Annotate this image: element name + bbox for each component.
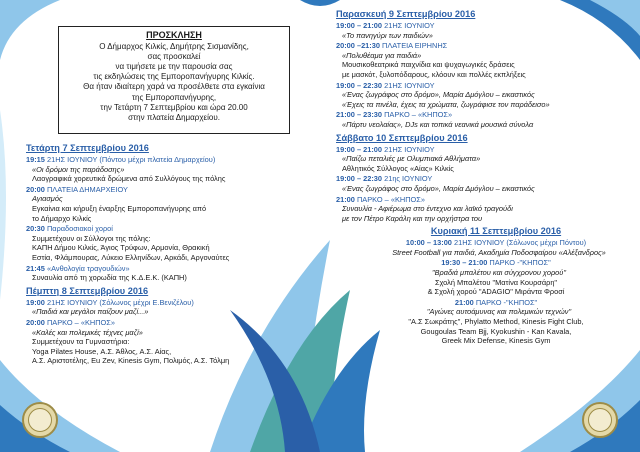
event-title: «Καλές και πολεμικές τέχνες μαζί» — [32, 327, 143, 337]
program-event — [26, 298, 316, 317]
event-time: 19:00 – 21:00 — [336, 21, 383, 30]
program-event — [366, 258, 626, 296]
event-place: 21ΗΣ ΙΟΥΝΙΟΥ — [384, 21, 435, 30]
invitation-line: να τιμήσετε με την παρουσία σας — [115, 62, 233, 72]
invitation-title: ΠΡΟΣΚΛΗΣΗ — [146, 30, 202, 40]
event-place: Παραδοσιακοί χοροί — [46, 224, 113, 234]
event-time: 21:00 — [454, 297, 474, 307]
event-title: «Το πανηγύρι των παιδιών» — [342, 30, 433, 40]
event-title: «Οι δρόμοι της παράδοσης» — [32, 164, 125, 174]
invitation-line: την Τετάρτη 7 Σεπτεμβρίου και ώρα 20.00 — [100, 102, 248, 112]
event-place: 21ΗΣ ΙΟΥΝΙΟΥ — [384, 80, 435, 90]
event-time: 19:15 — [26, 155, 45, 164]
invitation-line: Θα ήταν ιδιαίτερη χαρά να προσέλθετε στα εγκαίνια — [83, 82, 265, 92]
event-detail: Εγκαίνια και κήρυξη έναρξης Εμποροπανήγυρης από — [32, 203, 207, 213]
program-event — [336, 174, 626, 193]
event-time: 19:00 – 22:30 — [336, 80, 383, 90]
event-title: «Πολυθέαμα για παιδιά» — [342, 50, 422, 60]
event-title: Συναυλία - Αφιέρωμα στο έντεχνο και λαϊκό τραγούδι — [342, 204, 513, 214]
program-event — [336, 21, 626, 40]
event-detail: Συμμετέχουν οι Σύλλογοι της πόλης: — [32, 233, 151, 243]
municipality-seal-icon — [582, 402, 618, 438]
event-detail: "Α.Σ Σωκράτης", Phylatto Method, Kinesis Fight Club, — [408, 317, 584, 327]
program-event — [336, 110, 626, 129]
program-event — [336, 41, 626, 79]
municipality-seal-icon — [22, 402, 58, 438]
invitation-box — [58, 26, 290, 134]
event-detail: & Σχολή χορού "ADAGIO" Μιράντα Φροσί — [427, 287, 565, 297]
day-heading: Παρασκευή 9 Σεπτεμβρίου 2016 — [336, 9, 476, 19]
program-event — [26, 155, 316, 184]
center-top-wave — [300, 0, 340, 6]
event-detail: ΚΑΠΗ Δήμου Κιλκίς, Άγιος Τρύφων, Αρμονία, Θρακική — [32, 243, 210, 253]
event-place: 21ης ΙΟΥΝΙΟΥ — [384, 174, 433, 184]
event-title: Street Football για παιδιά, Ακαδημία Ποδοσφαίρου «Αλέξανδρος» — [392, 247, 606, 257]
event-title: Αγιασμός — [32, 194, 63, 204]
invitation-line: της Εμποροπανήγυρης, — [131, 92, 217, 102]
program-event — [26, 224, 316, 262]
program-event — [336, 81, 626, 110]
right-program-column — [336, 6, 626, 347]
event-time: 19:00 – 21:00 — [336, 144, 383, 154]
day-heading: Κυριακή 11 Σεπτεμβρίου 2016 — [430, 226, 562, 237]
event-time: 21:45 — [26, 263, 45, 273]
event-time: 10:00 – 13:00 — [405, 238, 452, 248]
event-detail: Συμμετέχουν τα Γυμναστήρια: — [32, 337, 130, 347]
event-place: ΠΛΑΤΕΙΑ ΕΙΡΗΝΗΣ — [382, 41, 448, 51]
left-program-column — [26, 140, 316, 367]
event-place: 21ΗΣ ΙΟΥΝΙΟΥ (Πόντου μέχρι πλατεία Δημαρχείου) — [46, 155, 216, 164]
event-time: 19:00 – 22:30 — [336, 174, 383, 184]
program-event — [26, 318, 316, 366]
invitation-line: τις εκδηλώσεις της Εμποροπανήγυρης Κιλκίς. — [93, 72, 255, 82]
event-place: «Ανθολογία τραγουδιών» — [46, 263, 130, 273]
event-place: 21ΗΣ ΙΟΥΝΙΟΥ (Σόλωνος μέχρι Πόντου) — [453, 238, 587, 248]
event-title: "Βραδιά μπαλέτου και σύγχρονου χορού" — [432, 268, 566, 278]
event-title: «Παιδιά και μεγάλοι παίζουν μαζί...» — [32, 307, 149, 317]
program-event — [366, 298, 626, 346]
event-detail: Α.Σ. Αριστοτέλης, Eu Zev, Kinesis Gym, Πολιμός, Α.Σ. Τόλμη — [32, 356, 230, 366]
event-place: ΠΑΡΚΟ -"ΚΗΠΟΣ" — [489, 258, 551, 268]
day-heading: Τετάρτη 7 Σεπτεμβρίου 2016 — [26, 143, 149, 153]
event-detail: Gougoulas Team Bjj, Kyokushin - Kan Kavala, — [420, 326, 572, 336]
event-detail: με τον Πέτρο Καράλη και την ορχήστρα του — [342, 213, 483, 223]
event-place: ΠΑΡΚΟ – «ΚΗΠΟΣ» — [46, 317, 115, 327]
event-detail: Αθλητικός Σύλλογος «Αίας» Κιλκίς — [342, 163, 454, 173]
event-time: 19:30 – 21:00 — [441, 258, 488, 268]
event-place: ΠΛΑΤΕΙΑ ΔΗΜΑΡΧΕΙΟΥ — [46, 184, 128, 194]
event-time: 20:00 — [26, 184, 45, 194]
sunday-block — [336, 226, 626, 346]
event-detail: «Έχεις τα πινέλα, έχεις τα χρώματα, ζωγράφισε τον παράδεισο» — [342, 99, 550, 109]
event-place: ΠΑΡΚΟ – «ΚΗΠΟΣ» — [384, 110, 453, 120]
event-place: ΠΑΡΚΟ – «ΚΗΠΟΣ» — [356, 194, 425, 204]
left-edge-wave — [0, 110, 6, 300]
event-title: «Πάρτυ νεολαίας», DJs και τοπικά νεανικά μουσικά σύνολα — [342, 119, 534, 129]
event-detail: Greek Mix Defense, Kinesis Gym — [441, 336, 551, 346]
event-title: «Παίζω πεταλιές με Ολυμπιακά Αθλήματα» — [342, 154, 481, 164]
event-title: "Αγώνες αυτοάμυνας και πολεμικών τεχνών" — [426, 307, 572, 317]
program-event — [26, 264, 316, 283]
event-title: «Ένας ζωγράφος στο δρόμο», Μαρία Δμόγλου – εικαστικός — [342, 183, 535, 193]
event-time: 20:30 — [26, 224, 45, 234]
program-event — [26, 185, 316, 223]
invitation-line: Ο Δήμαρχος Κιλκίς, Δημήτρης Σισμανίδης, — [99, 42, 249, 52]
top-left-wave — [0, 0, 60, 60]
event-detail: το Δήμαρχο Κιλκίς — [32, 213, 92, 223]
program-event — [336, 195, 626, 224]
event-time: 20:00 — [26, 317, 45, 327]
program-event — [366, 238, 626, 257]
event-detail: Συναυλία από τη χορωδία της Κ.Δ.Ε.Κ. (ΚΑΠΗ) — [32, 273, 187, 283]
event-place: ΠΑΡΚΟ -"ΚΗΠΟΣ" — [475, 297, 538, 307]
event-detail: Μουσικοθεατρικά παιχνίδια και ψυχαγωγικές δράσεις — [342, 60, 515, 70]
day-heading: Σάββατο 10 Σεπτεμβρίου 2016 — [336, 132, 468, 143]
event-time: 21:00 – 23:30 — [336, 110, 383, 120]
event-detail: Σχολή Μπαλέτου "Ματίνα Κουρσάρη" — [434, 277, 558, 287]
event-detail: Yoga Pilates House, Α.Σ. Άθλος, Α.Σ. Αίας, — [32, 346, 172, 356]
event-place: 21ΗΣ ΙΟΥΝΙΟΥ (Σόλωνος μέχρι Ε.Βενιζέλου) — [46, 297, 194, 307]
event-time: 19:00 — [26, 297, 45, 307]
day-heading: Πέμπτη 8 Σεπτεμβρίου 2016 — [26, 285, 149, 296]
event-detail: Λαογραφικά χορευτικά δρώμενα από Συλλόγους της πόλης — [32, 174, 226, 184]
event-detail: με μασκότ, ξυλοπόδαρους, κλόουν και πολλές εκπλήξεις — [342, 69, 526, 79]
invitation-line: σας προσκαλεί — [147, 52, 201, 62]
event-detail: Εστία, Φλάμπουρας, Λύκειο Ελληνίδων, Αρκάδι, Αργοναύτες — [32, 252, 230, 262]
event-time: 20:00 –21:30 — [336, 41, 380, 51]
event-place: 21ΗΣ ΙΟΥΝΙΟΥ — [384, 144, 435, 154]
event-title: «Ένας ζωγράφος στο δρόμο», Μαρία Δμόγλου – εικαστικός — [342, 90, 535, 100]
event-time: 21:00 — [336, 194, 355, 204]
invitation-line: στην πλατεία Δημαρχείου. — [128, 112, 220, 122]
program-event — [336, 145, 626, 174]
